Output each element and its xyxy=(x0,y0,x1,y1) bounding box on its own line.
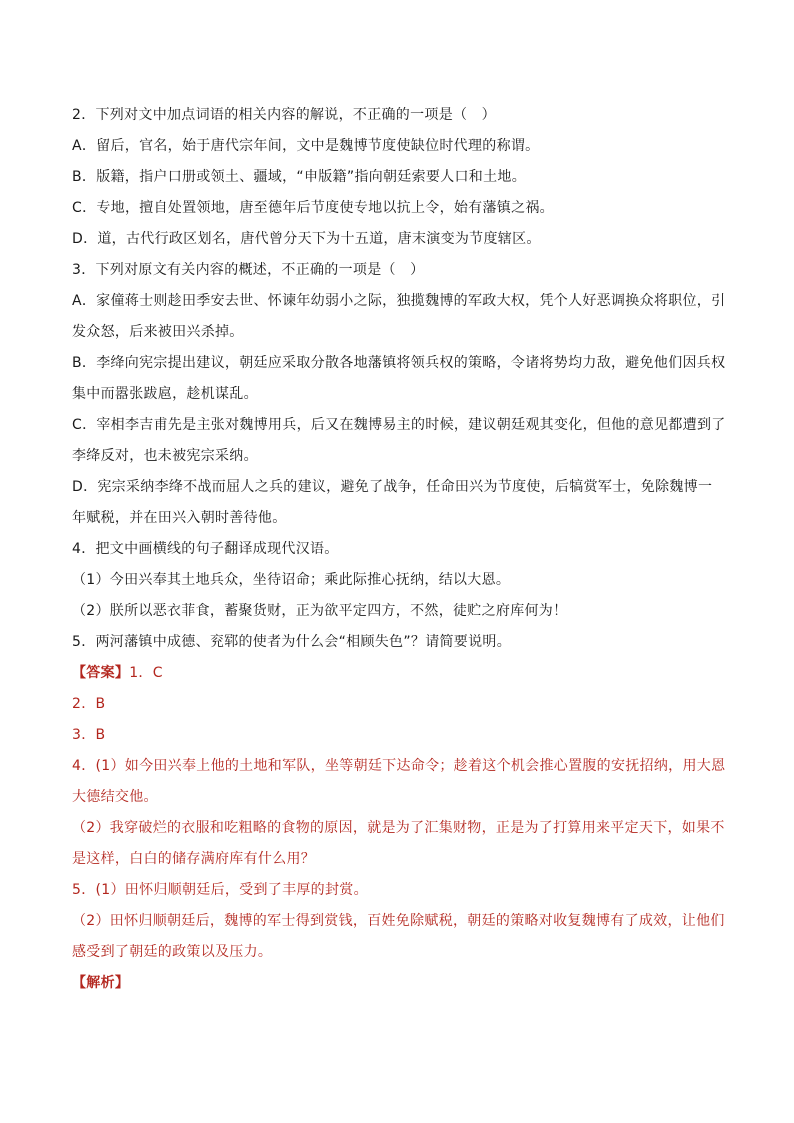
document-body xyxy=(72,100,726,999)
answer-2: 2．B xyxy=(72,696,106,712)
analysis-tag: 【解析】 xyxy=(72,975,130,991)
q2-option-a: A．留后，官名，始于唐代宗年间，文中是魏博节度使缺位时代理的称谓。 xyxy=(72,138,540,154)
answer-line-1 xyxy=(72,658,726,689)
q4-sentence-2: （2）朕所以恶衣菲食，蓄聚货财，正为欲平定四方，不然，徒贮之府库何为！ xyxy=(72,603,568,619)
q2-stem: 2．下列对文中加点词语的相关内容的解说，不正确的一项是（ ） xyxy=(72,107,496,123)
answer-4-part-1: 4．(1）如今田兴奉上他的土地和军队，坐等朝廷下达命令；趁着这个机会推心置腹的安抚招纳，用大恩大德结交他。 xyxy=(72,758,726,805)
q3-option-a: A．家僮蒋士则趁田季安去世、怀谏年幼弱小之际，独揽魏博的军政大权，凭个人好恶调换众将职位，引发众怒，后来被田兴杀掉。 xyxy=(72,293,726,340)
answer-1: 1．C xyxy=(129,665,163,681)
q4-sentence-1: （1）今田兴奉其土地兵众，坐待诏命；乘此际推心抚纳，结以大恩。 xyxy=(72,572,511,588)
q2-option-c: C．专地，擅自处置领地，唐至德年后节度使专地以抗上令，始有藩镇之祸。 xyxy=(72,200,554,216)
q2-option-b: B．版籍，指户口册或领土、疆域，“申版籍”指向朝廷索要人口和土地。 xyxy=(72,169,527,185)
answer-4-part-2: （2）我穿破烂的衣服和吃粗略的食物的原因，就是为了汇集财物，正是为了打算用来平定天下，如果不是这样，白白的储存满府库有什么用？ xyxy=(72,820,725,867)
q3-option-d: D．宪宗采纳李绛不战而屈人之兵的建议，避免了战争，任命田兴为节度使，后犒赏军士，免除魏博一年赋税，并在田兴入朝时善待他。 xyxy=(72,479,713,526)
q3-option-b: B．李绛向宪宗提出建议，朝廷应采取分散各地藩镇将领兵权的策略，令诸将势均力敌，避免他们因兵权集中而嚣张跋扈，趁机谋乱。 xyxy=(72,355,726,402)
q5-stem: 5．两河藩镇中成德、兖郓的使者为什么会“相顾失色”？请简要说明。 xyxy=(72,634,512,650)
q4-stem: 4．把文中画横线的句子翻译成现代汉语。 xyxy=(72,541,339,557)
answer-3: 3．B xyxy=(72,727,106,743)
answer-5-part-2: （2）田怀归顺朝廷后，魏博的军士得到赏钱，百姓免除赋税，朝廷的策略对收复魏博有了成效，让他们感受到了朝廷的政策以及压力。 xyxy=(72,913,725,960)
q2-option-d: D．道，古代行政区划名，唐代曾分天下为十五道，唐末演变为节度辖区。 xyxy=(72,231,541,247)
answer-tag: 【答案】 xyxy=(72,665,130,681)
q3-stem: 3．下列对原文有关内容的概述，不正确的一项是（ ） xyxy=(72,262,425,278)
q3-option-c: C．宰相李吉甫先是主张对魏博用兵，后又在魏博易主的时候，建议朝廷观其变化，但他的意见都遭到了李绛反对，也未被宪宗采纳。 xyxy=(72,417,726,464)
answer-5-part-1: 5．(1）田怀归顺朝廷后，受到了丰厚的封赏。 xyxy=(72,882,368,898)
